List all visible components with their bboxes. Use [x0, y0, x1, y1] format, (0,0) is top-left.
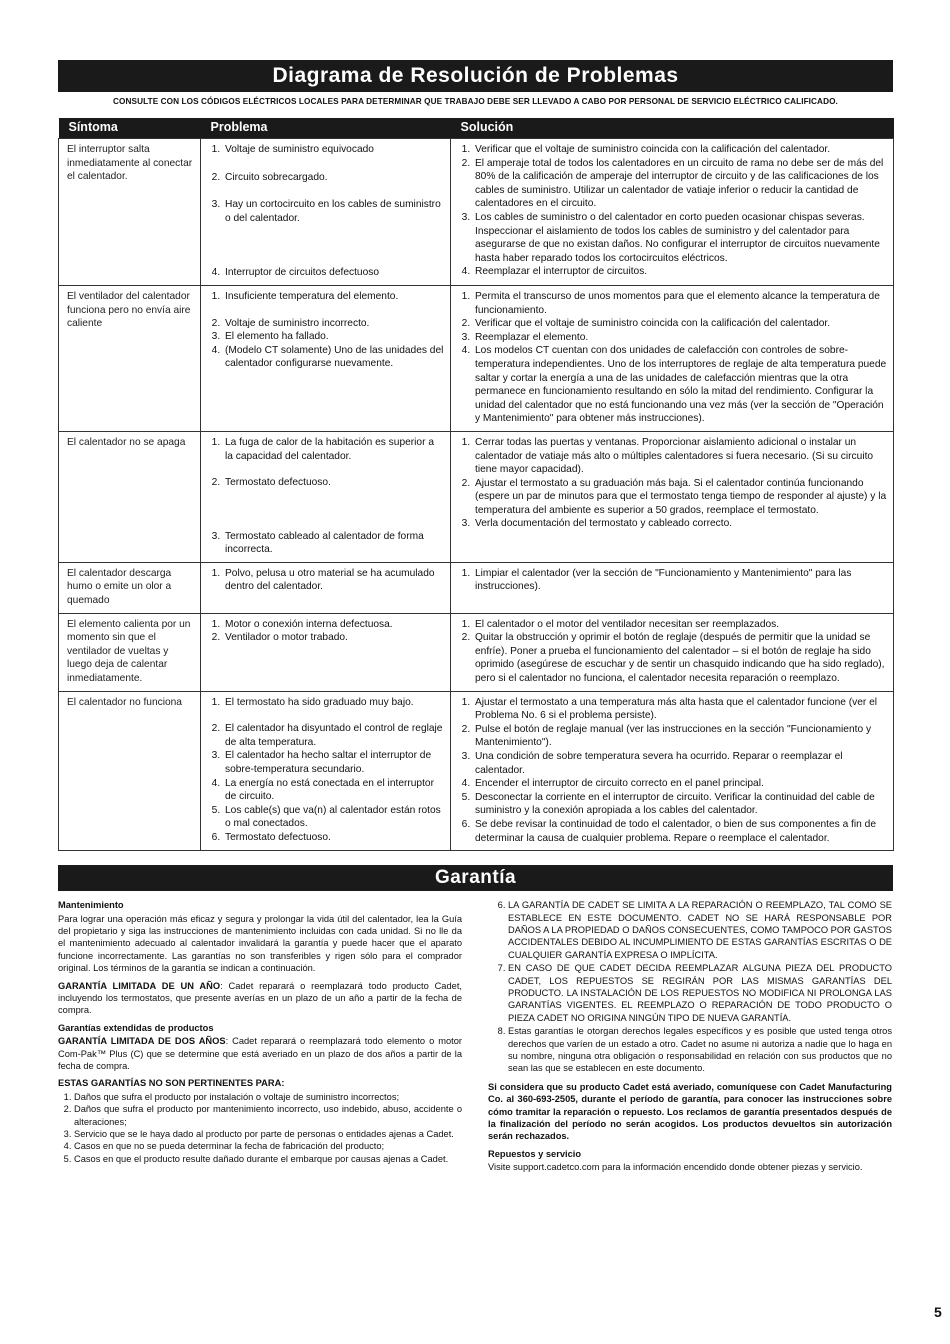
solution-item: 3. Reemplazar el elemento.	[473, 331, 887, 345]
solution-item: 2. Quitar la obstrucción y oprimir el botón de reglaje (después de permitir que la unidad se enfríe). Poner a prueba el funcionamiento del calentador – si el botón de reglaje ha sido oprimido (asegúrese de escuchar y de sentir un chasquido indicando que ha sido reglado), pero si el calentador no funciona, el calentador necesita reparación o reemplazo.	[473, 631, 887, 685]
solution-list	[459, 696, 887, 846]
solution-cell	[451, 139, 894, 286]
solution-item: 1. Permita el transcurso de unos momentos para que el elemento alcance la temperatura de funcionamiento.	[473, 290, 887, 317]
problem-cell	[201, 285, 451, 431]
solution-cell	[451, 562, 894, 613]
table-row	[59, 562, 894, 613]
parts-text: Visite support.cadetco.com para la información encendido donde obtener piezas y servicio.	[488, 1162, 863, 1173]
problem-item: 2. Ventilador o motor trabado.	[223, 631, 444, 645]
problem-item: 2. Voltaje de suministro incorrecto.	[223, 317, 444, 331]
table-row	[59, 285, 894, 431]
warranty-term: 6. LA GARANTÍA DE CADET SE LIMITA A LA REPARACIÓN O REEMPLAZO, TAL COMO SE ESTABLECE EN ESTE DOCUMENTO. CADET NO SE HARÁ RESPONSABLE POR DAÑOS A LA PROPIEDAD O DAÑOS CONSECUENTES, COMO TAMPOCO POR GASTOS ACCIDENTALES DEBIDO AL INCUMPLIMIENTO DE ESTAS GARANTÍAS ESCRITAS O DE CUALQUIER GARANTÍA EXPRESA O IMPLÍCITA.	[508, 899, 892, 961]
warranty-title: Garantía	[58, 865, 893, 891]
exclusion-item: 5. Casos en que el producto resulte dañado durante el embarque por causas ajenas a Cadet.	[74, 1153, 462, 1165]
problem-item: 2. Termostato defectuoso.	[223, 476, 444, 490]
symptom-cell: El elemento calienta por un momento sin que el ventilador de vueltas y luego deja de calentar inmediatamente.	[59, 613, 201, 691]
page-number: 5	[934, 1304, 942, 1320]
problem-item: 1. El termostato ha sido graduado muy bajo.	[223, 696, 444, 710]
symptom-cell: El calentador descarga humo o emite un olor a quemado	[59, 562, 201, 613]
page-subtitle: CONSULTE CON LOS CÓDIGOS ELÉCTRICOS LOCALES PARA DETERMINAR QUE TRABAJO DEBE SER LLEVADO A CABO POR PERSONAL DE SERVICIO ELÉCTRICO CALIFICADO.	[113, 97, 838, 106]
page-title: Diagrama de Resolución de Problemas	[58, 60, 893, 92]
one-year-label: GARANTÍA LIMITADA DE UN AÑO	[58, 980, 221, 991]
solution-item: 4. Los modelos CT cuentan con dos unidades de calefacción con controles de sobre-temperatura independientes. Uno de los interruptores de reglaje de alta temperatura puede saltar y cortar la energía a una de las unidades de calefacción mientras que la otra permanece en funcionamiento resultando en sólo la mitad del rendimiento. Configurar la unidad del calentador que no está funcionando una vez más (ver la sección de "Operación y Mantenimiento" para obtener más instrucciones).	[473, 344, 887, 426]
exclusion-item: 1. Daños que sufra el producto por instalación o voltaje de suministro incorrectos;	[74, 1091, 462, 1103]
warranty-term: 8. Estas garantías le otorgan derechos legales específicos y es posible que usted tenga otros derechos que varíen de un estado a otro. Cadet no asume ni autoriza a nadie que lo haga en su nombre, ninguna otra obligación o responsabilidad en relación con sus productos que no sean las que se establecen en este documento.	[508, 1025, 892, 1075]
document-page	[58, 60, 893, 1179]
problem-item: 1. Motor o conexión interna defectuosa.	[223, 618, 444, 632]
solution-item: 3. Verla documentación del termostato y cableado correcto.	[473, 517, 887, 531]
extended-warranty-heading: Garantías extendidas de productos	[58, 1022, 214, 1033]
solution-cell	[451, 613, 894, 691]
two-year-label: GARANTÍA LIMITADA DE DOS AÑOS	[58, 1036, 226, 1047]
solution-item: 4. Encender el interruptor de circuito correcto en el panel principal.	[473, 777, 887, 791]
exclusions-heading: ESTAS GARANTÍAS NO SON PERTINENTES PARA:	[58, 1078, 285, 1089]
solution-list	[459, 290, 887, 426]
solution-item: 3. Una condición de sobre temperatura severa ha ocurrido. Reparar o reemplazar el calentador.	[473, 750, 887, 777]
problem-item: 6. Termostato defectuoso.	[223, 831, 444, 845]
warranty-left-column	[58, 899, 462, 1179]
solution-item: 5. Desconectar la corriente en el interruptor de circuito. Verificar la continuidad del cable de suministro y la conexión apropiada a los cables del calentador.	[473, 791, 887, 818]
solution-item: 1. El calentador o el motor del ventilador necesitan ser reemplazados.	[473, 618, 887, 632]
solution-list	[459, 143, 887, 279]
one-year-warranty	[58, 980, 462, 1017]
symptom-cell: El ventilador del calentador funciona pero no envía aire caliente	[59, 285, 201, 431]
exclusion-item: 3. Servicio que se le haya dado al producto por parte de personas o entidades ajenas a Cadet.	[74, 1128, 462, 1140]
problem-item: 3. Hay un cortocircuito en los cables de suministro o del calentador.	[223, 198, 444, 225]
problem-list	[209, 290, 444, 371]
one-year-text: : Cadet reparará o reemplazará todo producto Cadet, incluyendo los termostatos, que presente averías en un plazo de un año a partir de la fecha de compra.	[58, 980, 462, 1016]
problem-list	[209, 436, 444, 557]
solution-cell	[451, 431, 894, 562]
solution-list	[459, 436, 887, 531]
solution-item: 6. Se debe revisar la continuidad de todo el calentador, o bien de sus componentes a fin de determinar la causa de cualquier problema. Repare o reemplace el calentador.	[473, 818, 887, 845]
solution-list	[459, 618, 887, 686]
exclusion-item: 4. Casos en que no se pueda determinar la fecha de fabricación del producto;	[74, 1140, 462, 1152]
solution-item: 1. Verificar que el voltaje de suministro coincida con la calificación del calentador.	[473, 143, 887, 157]
table-header-row	[59, 118, 894, 139]
solution-item: 2. Verificar que el voltaje de suministro coincida con la calificación del calentador.	[473, 317, 887, 331]
problem-item: 5. Los cable(s) que va(n) al calentador están rotos o mal conectados.	[223, 804, 444, 831]
problem-item: 4. (Modelo CT solamente) Uno de las unidades del calentador configurarse nuevamente.	[223, 344, 444, 371]
exclusion-item: 2. Daños que sufra el producto por mantenimiento incorrecto, uso indebido, abuso, accidente o alteraciones;	[74, 1103, 462, 1128]
symptom-cell: El interruptor salta inmediatamente al conectar el calentador.	[59, 139, 201, 286]
solution-item: 2. Pulse el botón de reglaje manual (ver las instrucciones en la sección "Funcionamiento y Mantenimiento").	[473, 723, 887, 750]
problem-list	[209, 143, 444, 280]
solution-item: 1. Ajustar el termostato a una temperatura más alta hasta que el calentador funcione (ver el Problema No. 6 si el problema persiste).	[473, 696, 887, 723]
problem-cell	[201, 562, 451, 613]
problem-item: 2. Circuito sobrecargado.	[223, 171, 444, 185]
problem-cell	[201, 613, 451, 691]
solution-item: 1. Limpiar el calentador (ver la sección de "Funcionamiento y Mantenimiento" para las instrucciones).	[473, 567, 887, 594]
warranty-right-column	[488, 899, 892, 1179]
column-header-symptom: Síntoma	[59, 118, 201, 139]
problem-item: 3. El calentador ha hecho saltar el interruptor de sobre-temperatura secundario.	[223, 749, 444, 776]
parts-heading: Repuestos y servicio	[488, 1148, 582, 1159]
problem-list	[209, 618, 444, 645]
two-year-text: : Cadet reparará o reemplazará todo elemento o motor Com-Pak™ Plus (C) que se determine que está averiado en un plazo de dos años a partir de la fecha de compra.	[58, 1036, 462, 1072]
solution-item: 4. Reemplazar el interruptor de circuitos.	[473, 265, 887, 279]
symptom-cell: El calentador no se apaga	[59, 431, 201, 562]
maintenance-text: Para lograr una operación más eficaz y segura y prolongar la vida útil del calentador, lea la Guía del propietario y siga las instrucciones de mantenimiento incluidas con cada unidad. Si no lle da el mantenimiento adecuado al calentador invalidará la garantía y puede hacer que el aparato funcione incorrectamente. Las garantías no son transferibles y rigen sólo para el comprador original. Los términos de la garantía se indican a continuación.	[58, 913, 462, 974]
exclusions-list	[58, 1091, 462, 1165]
warranty-section	[58, 899, 893, 1179]
solution-item: 3. Los cables de suministro o del calentador en corto pueden ocasionar chispas severas. Inspeccionar el aislamiento de todos los cables de suministro y del calentador para asegurarse de que no existan daños. No configurar el interruptor de circuitos nuevamente hasta haber reparado todos los cortocircuitos eléctricos.	[473, 211, 887, 265]
two-year-warranty	[58, 1035, 462, 1072]
problem-list	[209, 567, 444, 594]
problem-item: 4. La energía no está conectada en el interruptor de circuito.	[223, 777, 444, 804]
problem-cell	[201, 139, 451, 286]
solution-item: 2. El amperaje total de todos los calentadores en un circuito de rama no debe ser de más del 80% de la calificación de amperaje del interruptor de circuito y de las calificaciones de los cables de suministro. Utilizar un calentador de vatiaje inferior o reducir la cantidad de calentadores en el circuito.	[473, 157, 887, 211]
solution-cell	[451, 285, 894, 431]
problem-item: 4. Interruptor de circuitos defectuoso	[223, 266, 444, 280]
problem-item: 3. El elemento ha fallado.	[223, 330, 444, 344]
warranty-contact: Si considera que su producto Cadet está averiado, comuníquese con Cadet Manufacturing Co. al 360-693-2505, durante el período de garantía, para conocer las instrucciones sobre cómo tramitar la reparación o repuesto. Los reclamos de garantía presentados después de la finalización del período no serán acogidos. Los productos devueltos sin autorización serán rechazados.	[488, 1081, 892, 1142]
problem-item: 1. La fuga de calor de la habitación es superior a la capacidad del calentador.	[223, 436, 444, 463]
table-row	[59, 613, 894, 691]
warranty-terms-list	[488, 899, 892, 1075]
solution-item: 2. Ajustar el termostato a su graduación más baja. Si el calentador continúa funcionando (espere un par de minutos para que el termostato tenga tiempo de responder al ajuste) y la temperatura del ambiente es superior a 50 grados, reemplace el termostato.	[473, 477, 887, 518]
problem-item: 2. El calentador ha disyuntado el control de reglaje de alta temperatura.	[223, 722, 444, 749]
solution-item: 1. Cerrar todas las puertas y ventanas. Proporcionar aislamiento adicional o instalar un calentador de vatiaje más alto o múltiples calentadores si fuera necesario. (Si su circuito tiene mayor capacidad).	[473, 436, 887, 477]
problem-item: 1. Insuficiente temperatura del elemento.	[223, 290, 444, 304]
troubleshooting-table	[58, 118, 894, 851]
problem-cell	[201, 431, 451, 562]
problem-item: 1. Polvo, pelusa u otro material se ha acumulado dentro del calentador.	[223, 567, 444, 594]
problem-cell	[201, 691, 451, 851]
warranty-term: 7. EN CASO DE QUE CADET DECIDA REEMPLAZAR ALGUNA PIEZA DEL PRODUCTO CADET, LOS REPUESTOS SE REGIRÁN POR LAS MISMAS GARANTÍAS DEL PRODUCTO. LA INSTALACIÓN DE LOS REPUESTOS NO MODIFICA NI PROLONGA LAS GARANTÍAS VIGENTES. EL REEMPLAZO O REPARACIÓN DE TODO PRODUCTO O PIEZA CADET NO ORIGINA NINGÚN TIPO DE NUEVA GARANTÍA.	[508, 962, 892, 1024]
solution-list	[459, 567, 887, 594]
maintenance-heading: Mantenimiento	[58, 900, 124, 911]
problem-item: 3. Termostato cableado al calentador de forma incorrecta.	[223, 530, 444, 557]
symptom-cell: El calentador no funciona	[59, 691, 201, 851]
table-row	[59, 691, 894, 851]
problem-list	[209, 696, 444, 845]
table-row	[59, 139, 894, 286]
table-row	[59, 431, 894, 562]
column-header-problem: Problema	[201, 118, 451, 139]
solution-cell	[451, 691, 894, 851]
column-header-solution: Solución	[451, 118, 894, 139]
problem-item: 1. Voltaje de suministro equivocado	[223, 143, 444, 157]
